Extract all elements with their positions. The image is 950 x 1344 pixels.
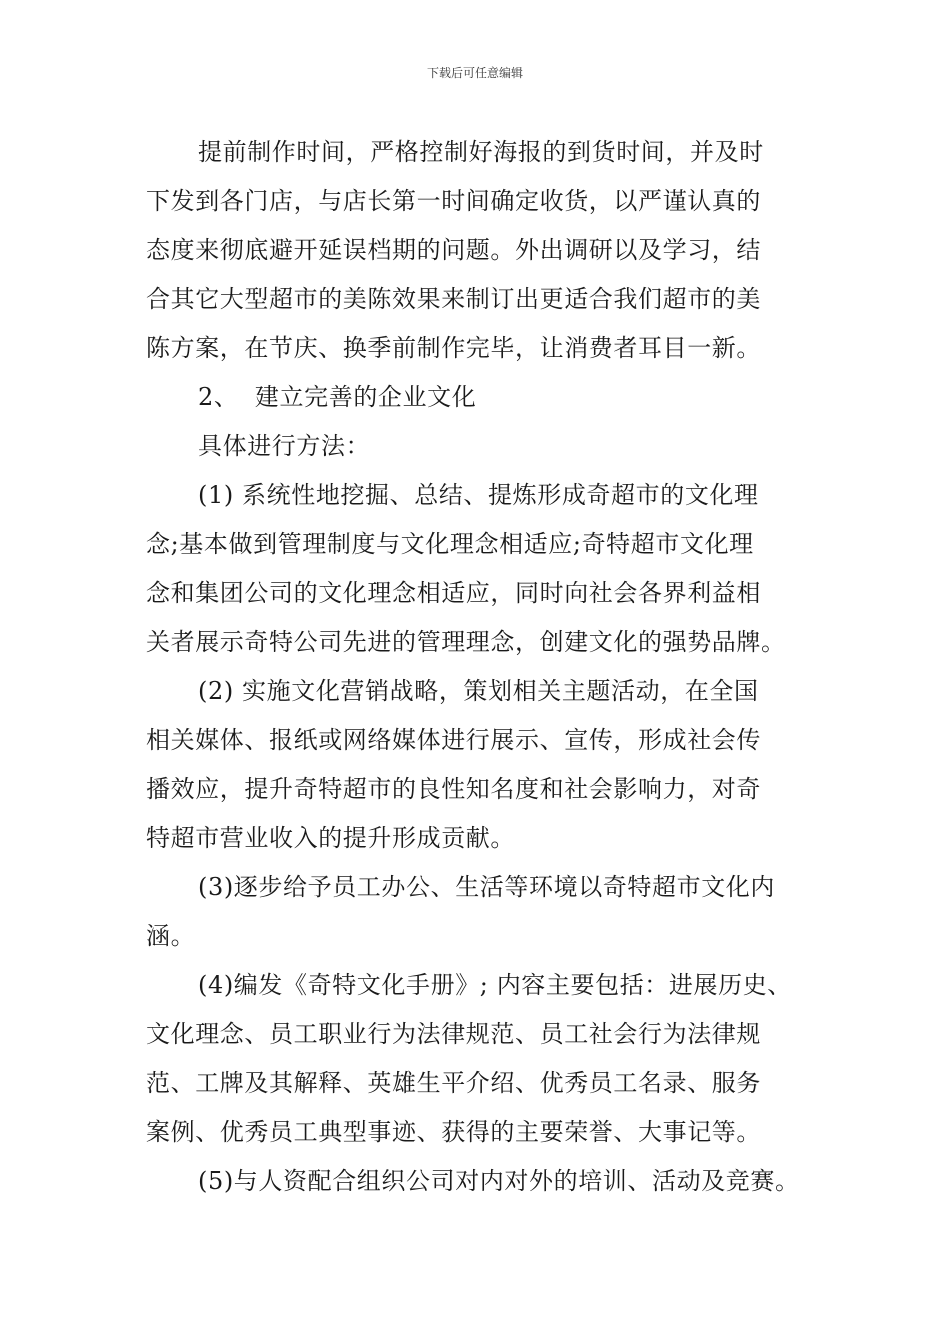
text-line: 陈方案，在节庆、换季前制作完毕，让消费者耳目一新。	[146, 334, 761, 362]
text-line: 范、工牌及其解释、英雄生平介绍、优秀员工名录、服务	[146, 1069, 761, 1097]
text-line: 案例、优秀员工典型事迹、获得的主要荣誉、大事记等。	[146, 1118, 761, 1146]
list-item: (4)编发《奇特文化手册》; 内容主要包括：进展历史、	[198, 971, 792, 999]
text-line: 涵。	[146, 922, 196, 950]
text-line: 念和集团公司的文化理念相适应，同时向社会各界利益相	[146, 579, 761, 607]
text-line: 合其它大型超市的美陈效果来制订出更适合我们超市的美	[146, 285, 761, 313]
text-line: 相关媒体、报纸或网络媒体进行展示、宣传，形成社会传	[146, 726, 761, 754]
page-header: 下载后可任意编辑	[426, 66, 523, 80]
text-line: 关者展示奇特公司先进的管理理念，创建文化的强势品牌。	[146, 628, 786, 656]
text-line: 态度来彻底避开延误档期的问题。外出调研以及学习，结	[146, 236, 761, 264]
section-heading: 2、 建立完善的企业文化	[198, 383, 477, 411]
text-line: 特超市营业收入的提升形成贡献。	[146, 824, 515, 852]
text-line: 下发到各门店，与店长第一时间确定收货，以严谨认真的	[146, 187, 761, 215]
list-item: (5)与人资配合组织公司对内对外的培训、活动及竞赛。	[198, 1167, 800, 1195]
text-line: 播效应，提升奇特超市的良性知名度和社会影响力，对奇	[146, 775, 761, 803]
list-item: (3)逐步给予员工办公、生活等环境以奇特超市文化内	[198, 873, 775, 901]
text-line: 提前制作时间，严格控制好海报的到货时间，并及时	[198, 138, 764, 166]
list-item: (2) 实施文化营销战略，策划相关主题活动，在全国	[198, 677, 759, 705]
list-item: (1) 系统性地挖掘、总结、提炼形成奇超市的文化理	[198, 481, 759, 509]
text-line: 念;基本做到管理制度与文化理念相适应;奇特超市文化理	[146, 530, 754, 558]
text-line: 文化理念、员工职业行为法律规范、员工社会行为法律规	[146, 1020, 761, 1048]
text-line: 具体进行方法：	[198, 432, 371, 460]
document-body	[146, 128, 836, 1206]
